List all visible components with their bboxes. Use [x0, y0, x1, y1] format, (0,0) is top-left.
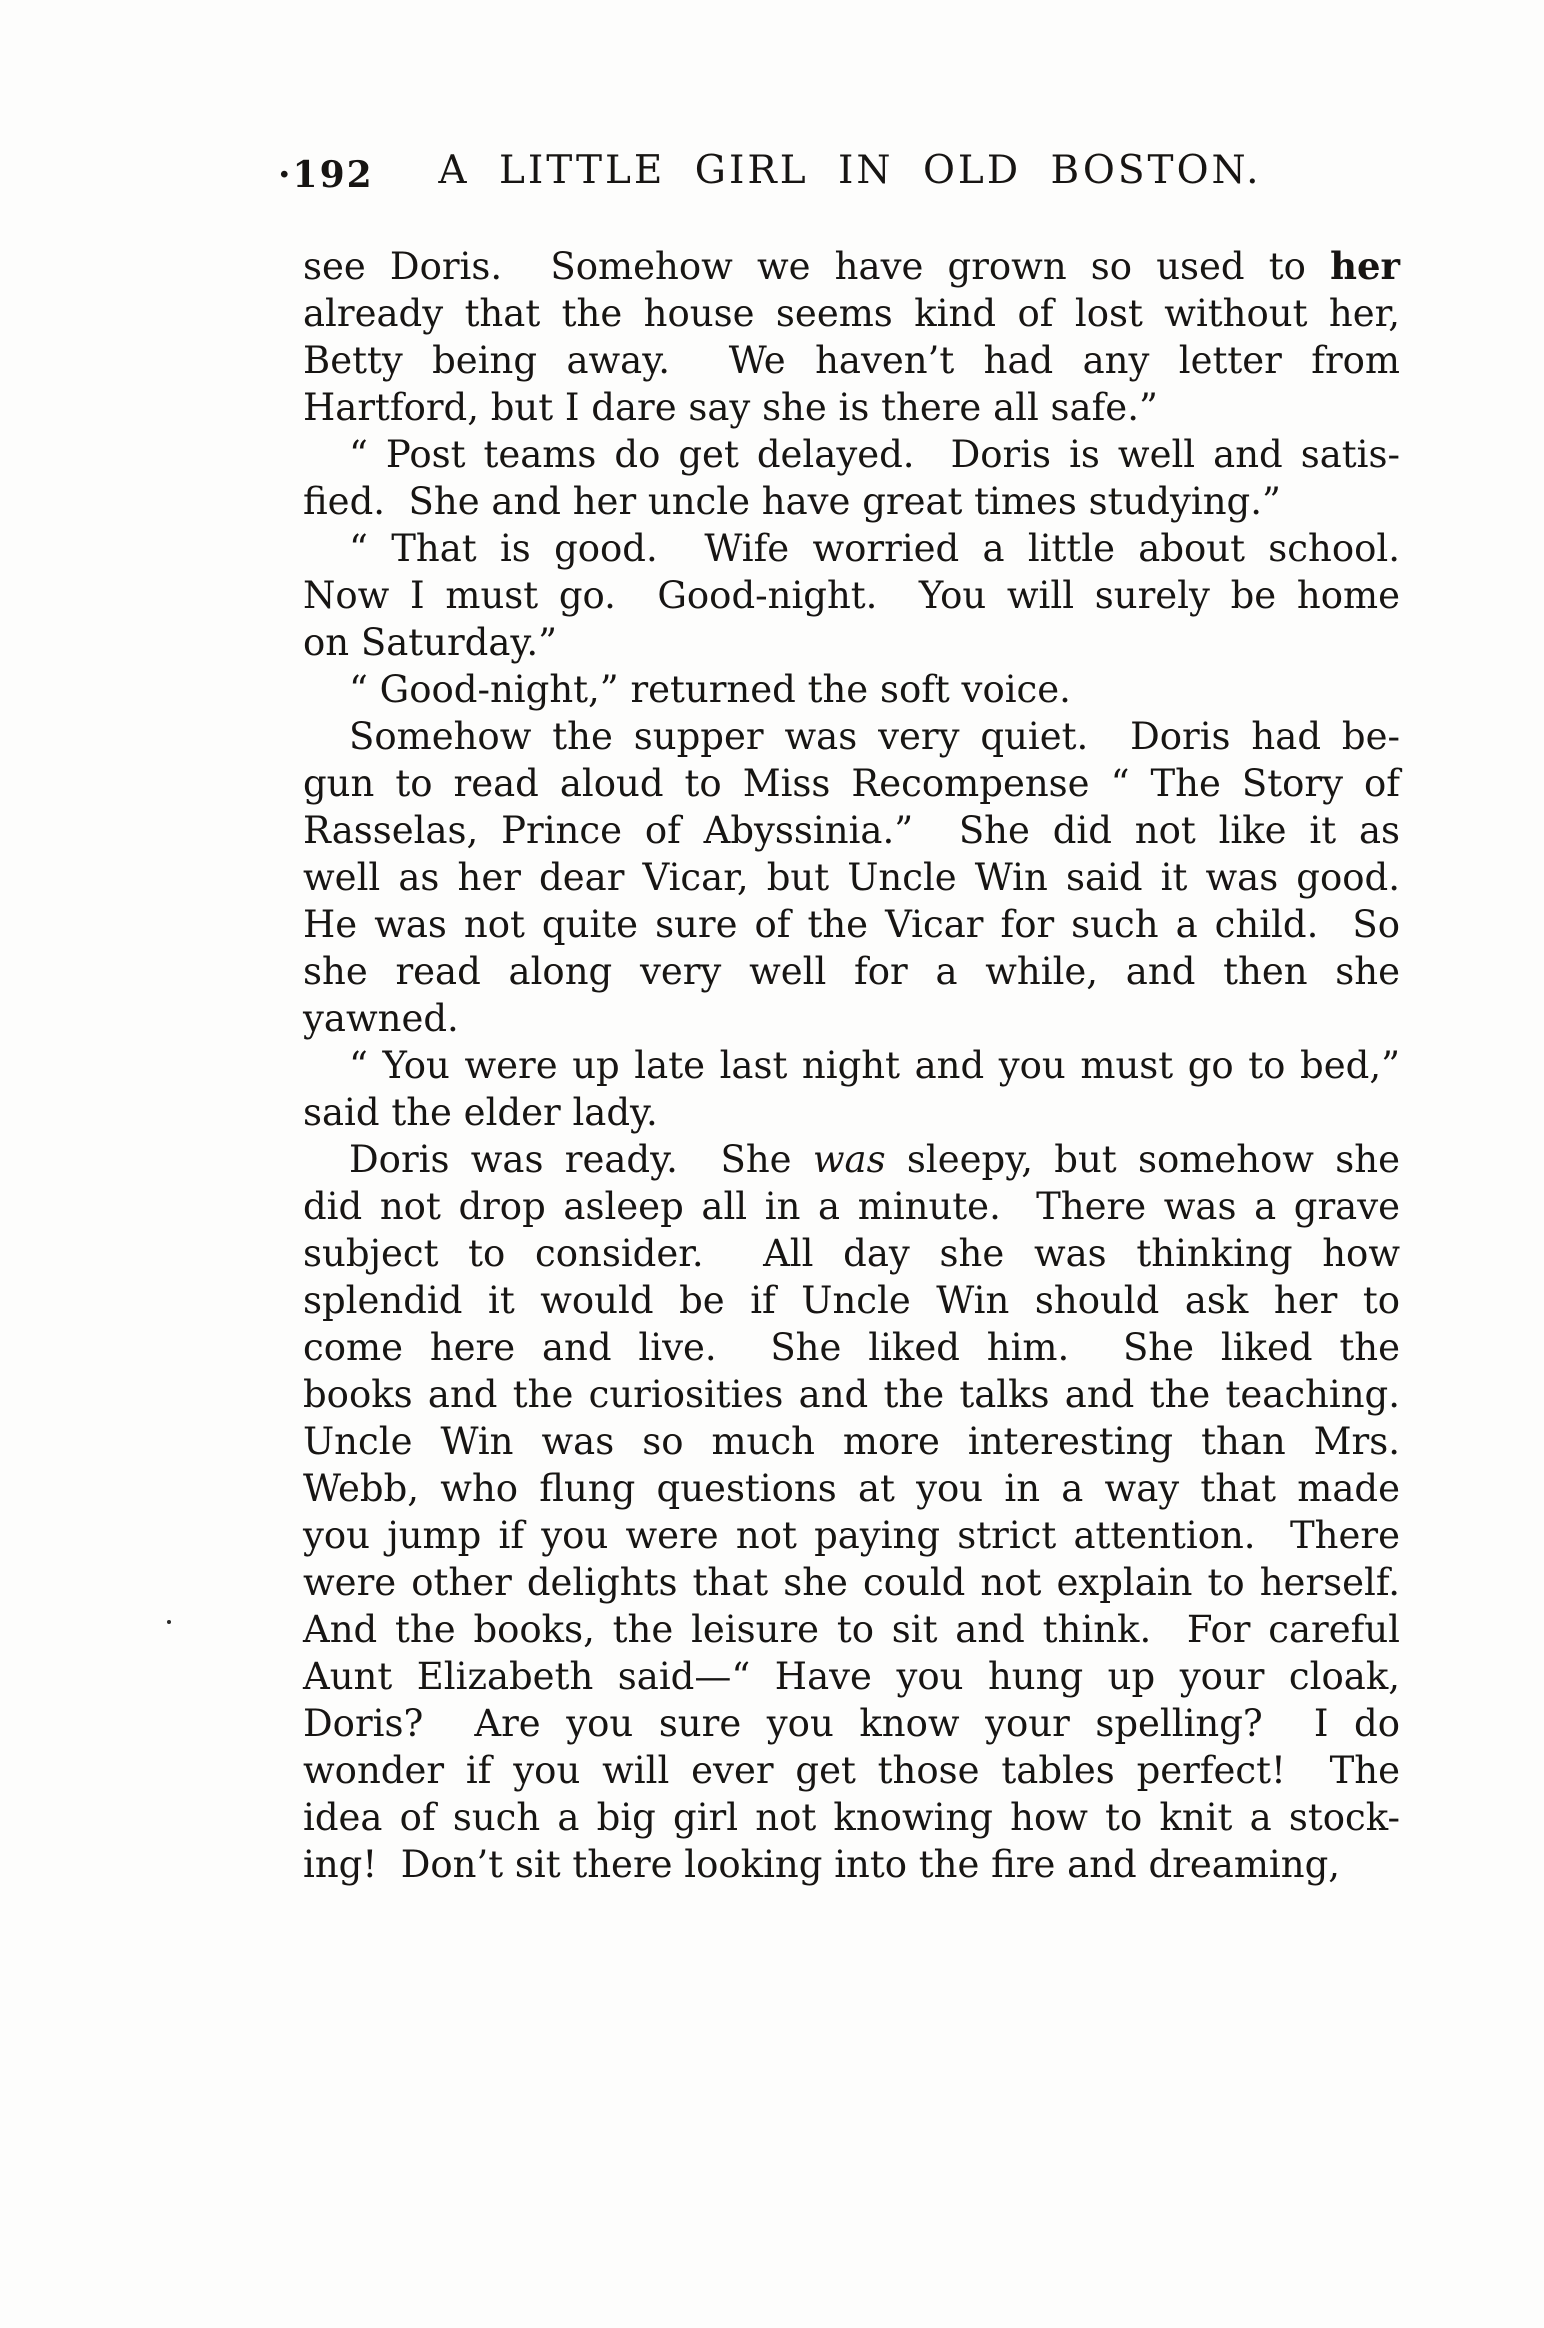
- bold-text: her: [1330, 244, 1400, 288]
- text-line: already that the house seems kind of lost without her,: [303, 292, 1400, 335]
- text-line: said the elder lady.: [303, 1091, 658, 1134]
- text-line: Uncle Win was so much more interesting than Mrs.: [303, 1420, 1400, 1463]
- text-segment: see Doris. Somehow we have grown so used to: [303, 245, 1331, 288]
- text-line: were other delights that she could not explain to herself.: [303, 1561, 1400, 1604]
- running-title: A LITTLE GIRL IN OLD BOSTON.: [438, 148, 1262, 193]
- paragraph: [303, 243, 1400, 431]
- text-line: “ Post teams do get delayed. Doris is well and satis-: [349, 433, 1400, 476]
- text-line: “ You were up late last night and you must go to bed,”: [349, 1044, 1400, 1087]
- text-line: gun to read aloud to Miss Recompense “ The Story of: [303, 762, 1400, 805]
- text-line: [303, 243, 1400, 290]
- text-line: she read along very well for a while, and then she: [303, 950, 1400, 993]
- text-line: Aunt Elizabeth said—“ Have you hung up your cloak,: [303, 1655, 1400, 1698]
- text-line: Hartford, but I dare say she is there all safe.”: [303, 386, 1158, 429]
- text-line: books and the curiosities and the talks and the teaching.: [303, 1373, 1400, 1416]
- paragraph: [303, 525, 1400, 666]
- paragraph: [303, 1136, 1400, 1888]
- text-line: [303, 1136, 1400, 1183]
- text-line: yawned.: [303, 997, 459, 1040]
- scan-speck: [167, 1620, 171, 1624]
- paragraph: [303, 713, 1400, 1042]
- paragraph: [303, 666, 1400, 713]
- text-line: “ That is good. Wife worried a little about school.: [349, 527, 1400, 570]
- text-line: He was not quite sure of the Vicar for such a child. So: [303, 903, 1400, 946]
- text-line: you jump if you were not paying strict attention. There: [303, 1514, 1400, 1557]
- page-header: [278, 148, 1400, 198]
- italic-text: was: [812, 1138, 886, 1181]
- text-line: Betty being away. We haven’t had any letter from: [303, 339, 1400, 382]
- text-line: idea of such a big girl not knowing how to knit a stock-: [303, 1796, 1400, 1839]
- page-number: ·192: [278, 154, 374, 196]
- text-line: wonder if you will ever get those tables perfect! The: [303, 1749, 1400, 1792]
- text-line: fied. She and her uncle have great times studying.”: [303, 480, 1281, 523]
- paragraph: [303, 431, 1400, 525]
- text-line: Doris? Are you sure you know your spelling? I do: [303, 1702, 1400, 1745]
- text-segment: sleepy, but somehow she: [885, 1138, 1401, 1181]
- text-line: ing! Don’t sit there looking into the fire and dreaming,: [303, 1843, 1341, 1886]
- text-segment: Doris was ready. She: [349, 1138, 813, 1181]
- text-line: “ Good-night,” returned the soft voice.: [349, 668, 1071, 711]
- text-line: did not drop asleep all in a minute. There was a grave: [303, 1185, 1400, 1228]
- text-line: Somehow the supper was very quiet. Doris had be-: [349, 715, 1400, 758]
- paragraph: [303, 1042, 1400, 1136]
- text-line: splendid it would be if Uncle Win should ask her to: [303, 1279, 1400, 1322]
- text-line: And the books, the leisure to sit and think. For careful: [303, 1608, 1400, 1651]
- text-line: Webb, who flung questions at you in a way that made: [303, 1467, 1400, 1510]
- text-line: well as her dear Vicar, but Uncle Win said it was good.: [303, 856, 1400, 899]
- text-line: Rasselas, Prince of Abyssinia.” She did not like it as: [303, 809, 1400, 852]
- text-line: on Saturday.”: [303, 621, 558, 664]
- text-line: subject to consider. All day she was thinking how: [303, 1232, 1400, 1275]
- text-column: [303, 243, 1400, 1888]
- text-line: come here and live. She liked him. She liked the: [303, 1326, 1400, 1369]
- text-line: Now I must go. Good-night. You will surely be home: [303, 574, 1400, 617]
